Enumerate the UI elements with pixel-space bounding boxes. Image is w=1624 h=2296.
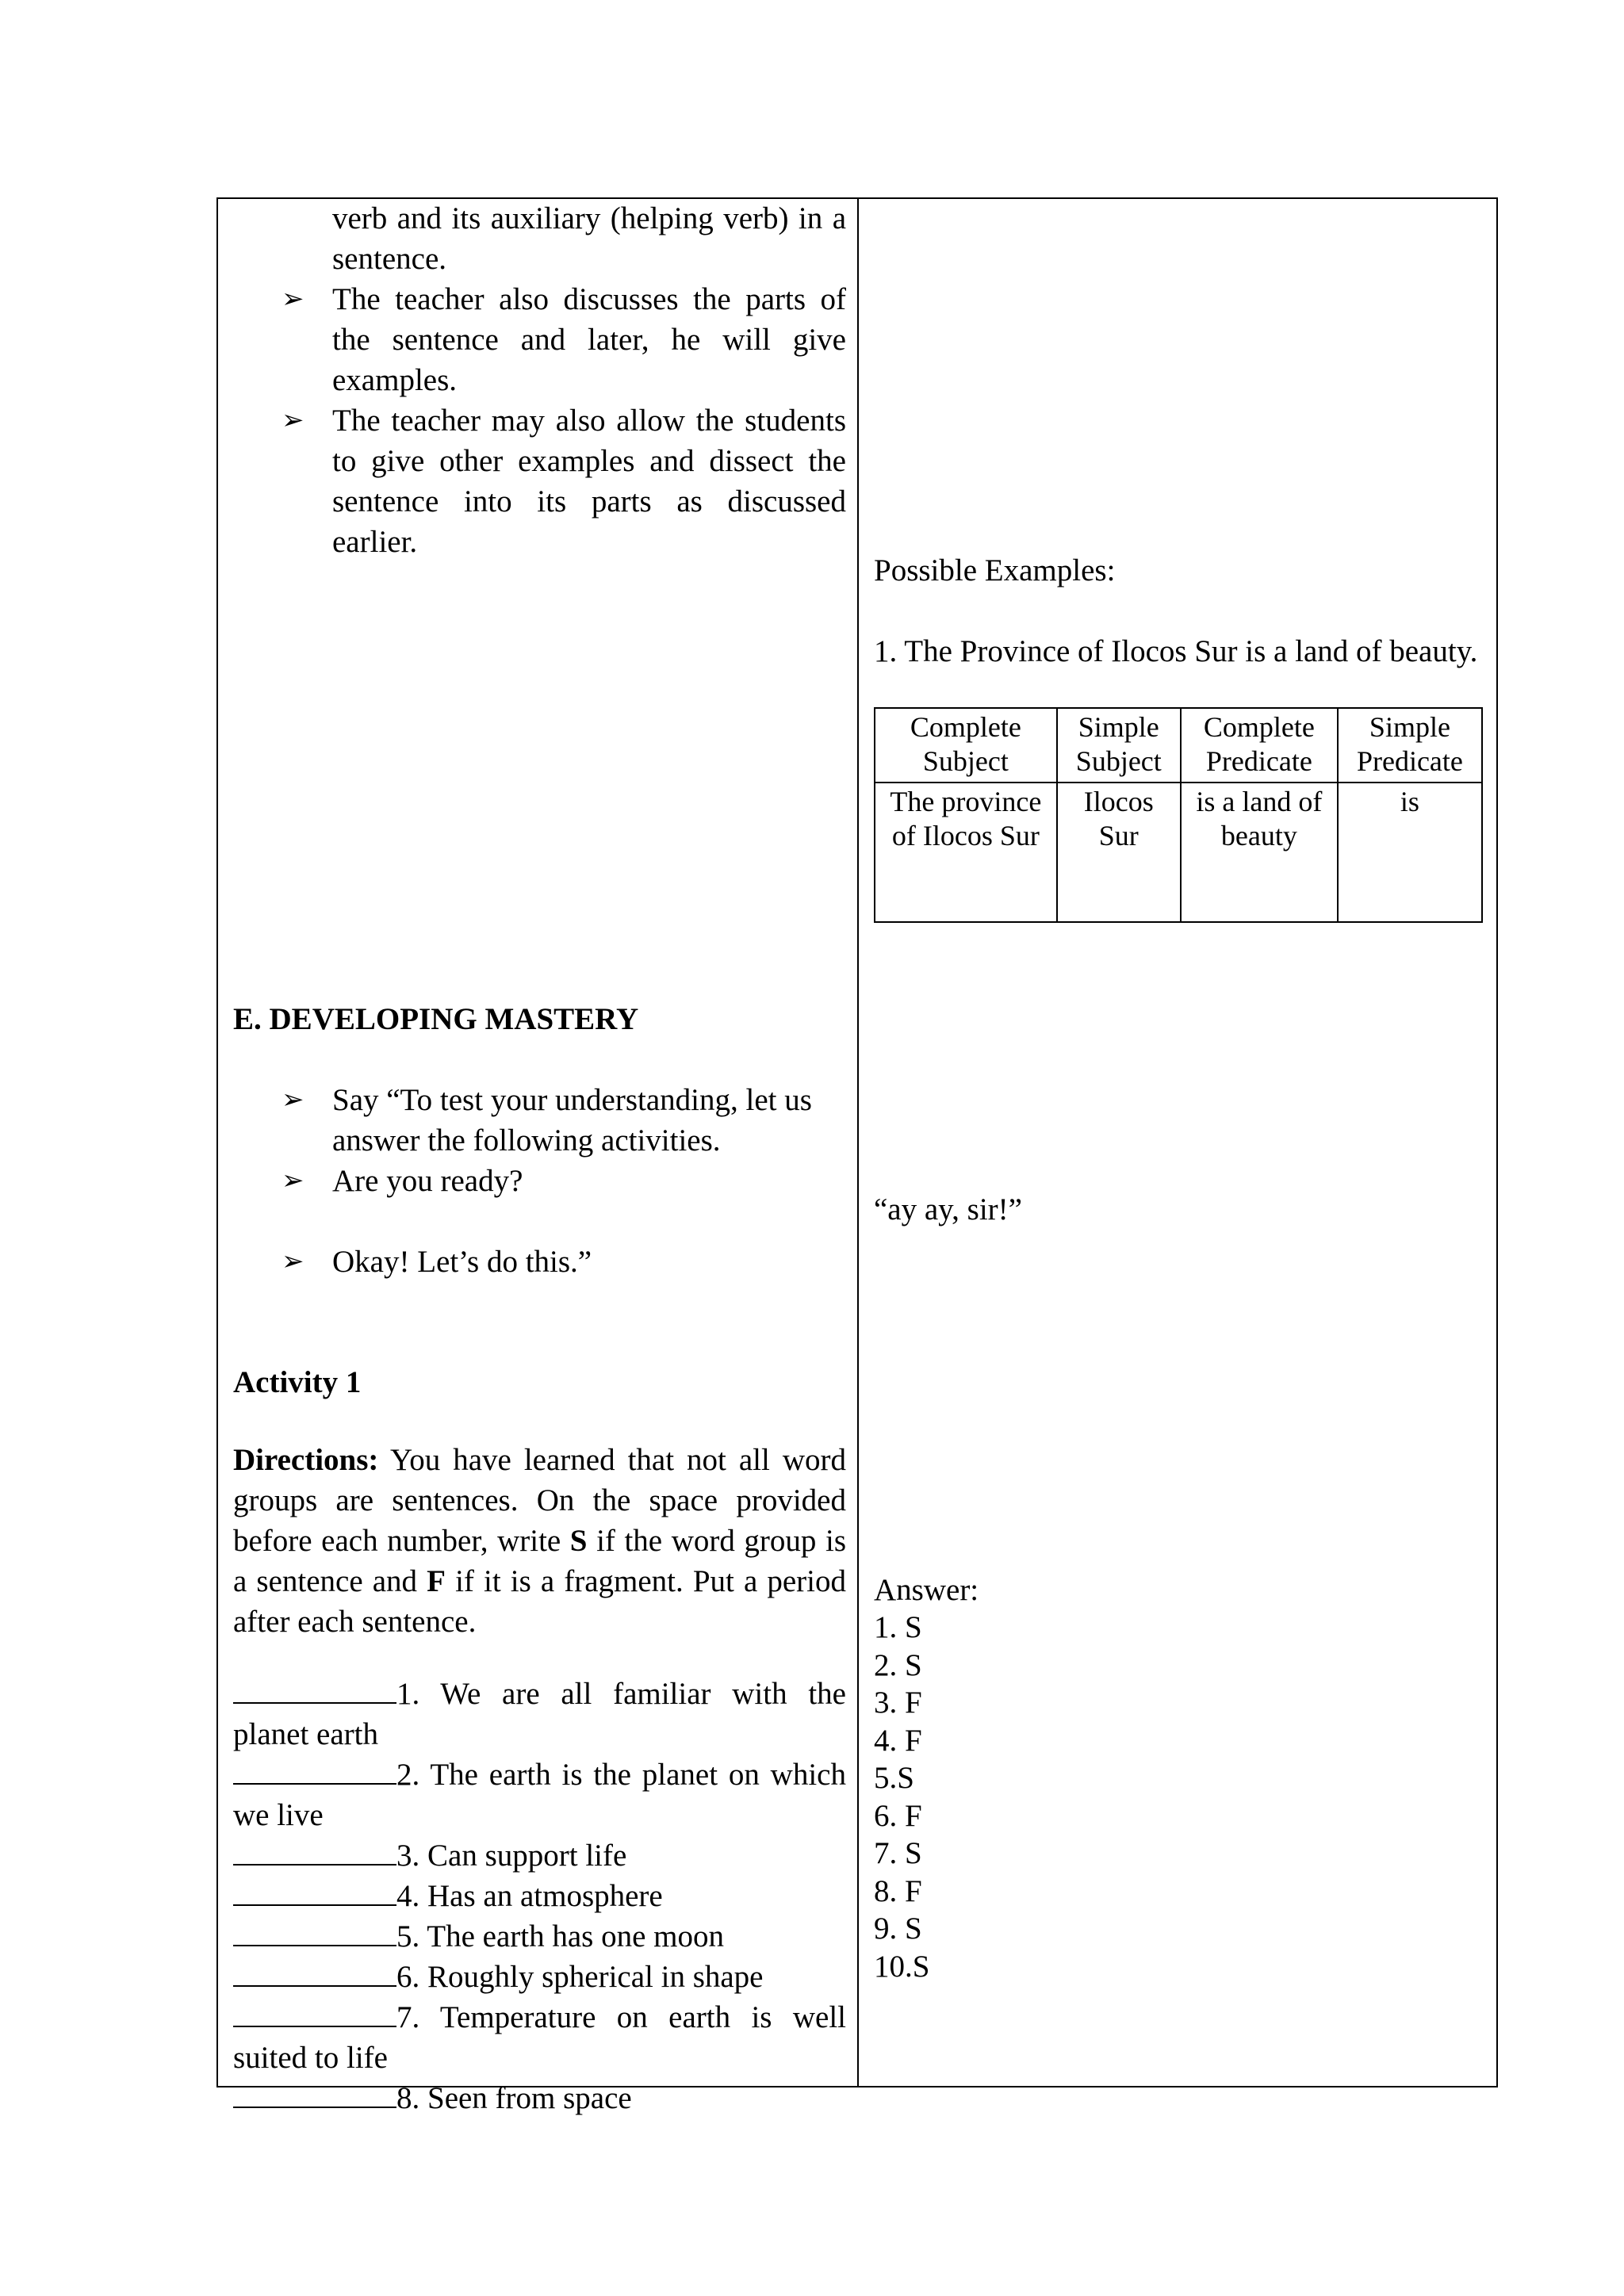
answer-item: 3. F <box>874 1686 922 1720</box>
arrow-bullet-icon: ➢ <box>282 1165 304 1196</box>
arrow-bullet-icon: ➢ <box>282 283 304 315</box>
answer-key <box>874 1609 929 1985</box>
arrow-bullet-icon: ➢ <box>282 1246 304 1277</box>
table-cell: is a land of beauty <box>1181 783 1338 922</box>
answer-blank[interactable] <box>233 1997 396 2027</box>
list-item: 7. Temperature on earth is well suited to life <box>233 1997 846 2078</box>
answer-item: 2. S <box>874 1647 922 1682</box>
bullet-okay: Okay! Let’s do this.” <box>332 1245 592 1279</box>
answer-item: 7. S <box>874 1836 922 1870</box>
example-sentence: 1. The Province of Ilocos Sur is a land of beauty. <box>874 634 1478 668</box>
section-heading: E. DEVELOPING MASTERY <box>233 1002 639 1036</box>
answer-blank[interactable] <box>233 1876 396 1906</box>
activity-items <box>233 1674 846 2118</box>
list-item: 2. The earth is the planet on which we live <box>233 1755 846 1835</box>
answer-item: 4. F <box>874 1723 922 1758</box>
column-divider <box>857 197 859 2087</box>
directions-text-a: You have learned that not all word groups are sentences. On the space provided before each number, write <box>233 1443 846 1558</box>
directions-s: S <box>569 1524 588 1558</box>
answer-item: 5.S <box>874 1761 914 1795</box>
answer-blank[interactable] <box>233 1674 396 1704</box>
directions-f: F <box>427 1564 446 1598</box>
answer-item: 1. S <box>874 1610 922 1644</box>
arrow-bullet-icon: ➢ <box>282 1084 304 1115</box>
directions <box>233 1440 846 1642</box>
arrow-bullet-icon: ➢ <box>282 404 304 436</box>
bullet-parts-of-sentence: The teacher also discusses the parts of the sentence and later, he will give examples. <box>332 282 846 397</box>
bullet-say: Say “To test your understanding, let us answer the following activities. <box>332 1083 812 1158</box>
table-cell: is <box>1338 783 1482 922</box>
answer-blank[interactable] <box>233 2078 396 2108</box>
table-cell: Ilocos Sur <box>1057 783 1181 922</box>
list-item: 6. Roughly spherical in shape <box>233 1957 846 1997</box>
examples-label: Possible Examples: <box>874 553 1116 587</box>
list-item: 3. Can support life <box>233 1835 846 1876</box>
answer-blank[interactable] <box>233 1755 396 1785</box>
table-header-complete-predicate: Complete Predicate <box>1181 708 1338 783</box>
answer-blank[interactable] <box>233 1916 396 1946</box>
student-response: “ay ay, sir!” <box>874 1192 1022 1226</box>
list-item: 8. Seen from space <box>233 2078 846 2118</box>
table-header-simple-subject: Simple Subject <box>1057 708 1181 783</box>
directions-label: Directions: <box>233 1443 379 1477</box>
bullet-allow-examples: The teacher may also allow the students to give other examples and dissect the sentence into its parts as discussed earlier. <box>332 404 846 559</box>
answer-label: Answer: <box>874 1573 979 1607</box>
table-cell: The province of Ilocos Sur <box>875 783 1057 922</box>
answer-blank[interactable] <box>233 1835 396 1866</box>
activity-title: Activity 1 <box>233 1365 362 1399</box>
table-header-complete-subject: Complete Subject <box>875 708 1057 783</box>
answer-item: 10.S <box>874 1949 930 1984</box>
sentence-parts-table <box>874 707 1483 923</box>
list-item: 5. The earth has one moon <box>233 1916 846 1957</box>
list-item: 1. We are all familiar with the planet earth <box>233 1674 846 1755</box>
answer-item: 9. S <box>874 1911 922 1946</box>
intro-continuation: verb and its auxiliary (helping verb) in a sentence. <box>332 201 846 276</box>
list-item: 4. Has an atmosphere <box>233 1876 846 1916</box>
table-header-simple-predicate: Simple Predicate <box>1338 708 1482 783</box>
bullet-ready: Are you ready? <box>332 1164 523 1198</box>
directions-text-c: if it is a fragment. Put a period after each sentence. <box>233 1564 847 1639</box>
answer-item: 6. F <box>874 1798 922 1833</box>
answer-blank[interactable] <box>233 1957 396 1987</box>
directions-text-b: if the word group is a sentence and <box>233 1524 847 1598</box>
answer-item: 8. F <box>874 1873 922 1908</box>
